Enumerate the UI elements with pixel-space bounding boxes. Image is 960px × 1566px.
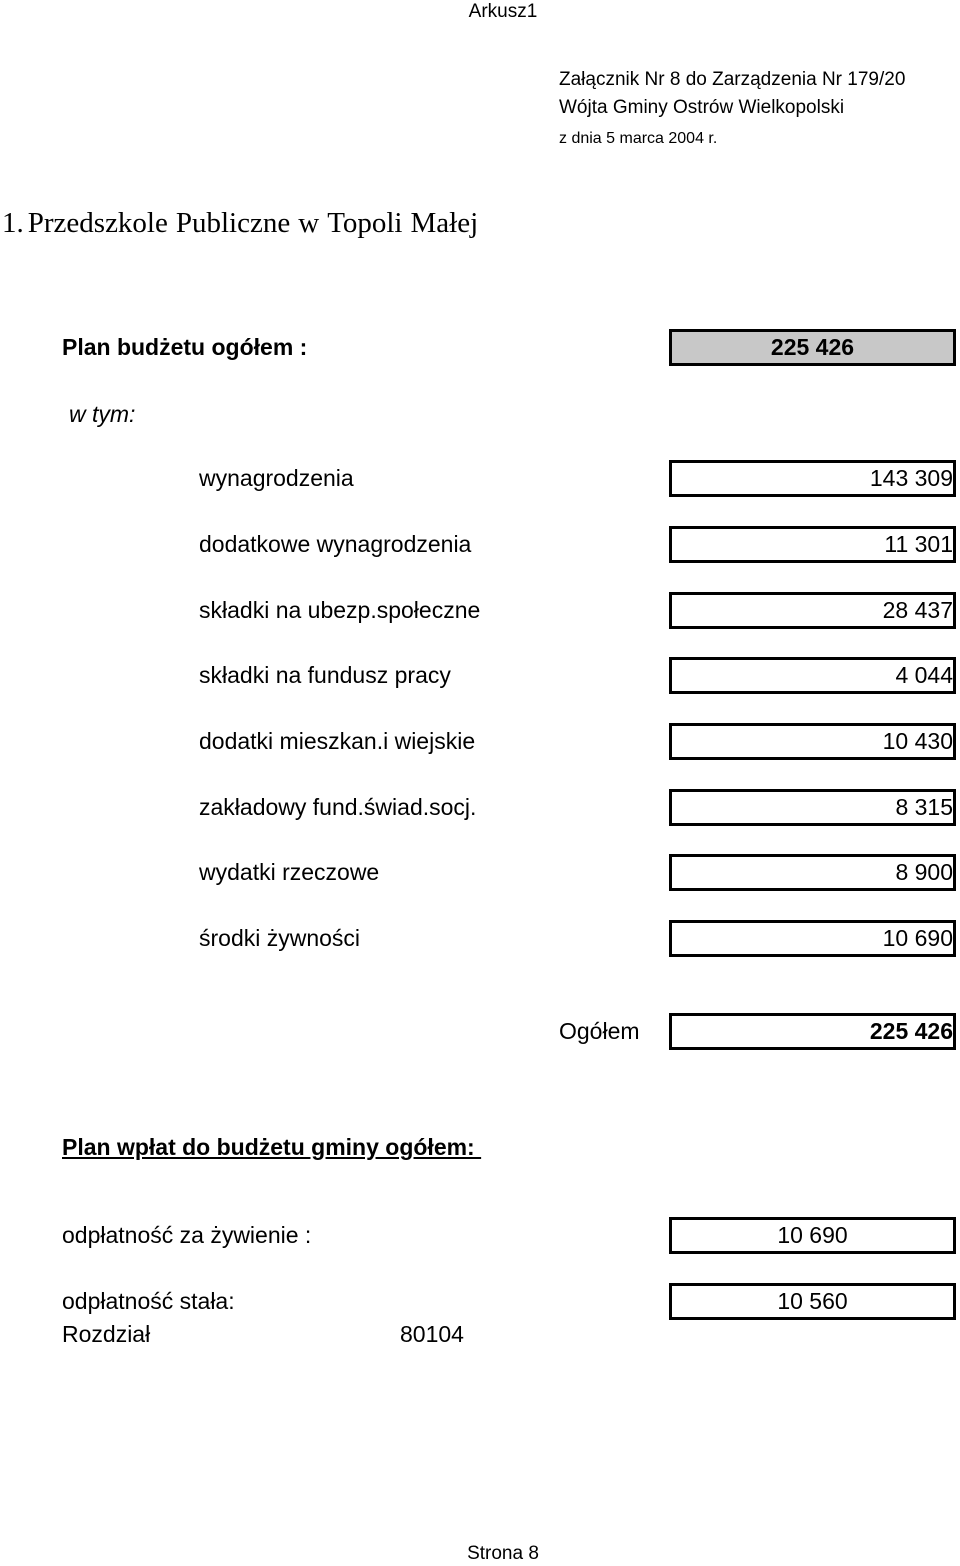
- title-word-1: Przedszkole: [27, 207, 168, 239]
- item-value: 8 315: [895, 794, 953, 820]
- item-value: 28 437: [882, 597, 953, 623]
- item-value-cell: [669, 460, 956, 497]
- total-value: 225 426: [869, 1018, 953, 1044]
- zywienie-label: odpłatność za żywienie :: [62, 1222, 312, 1248]
- title-word-4: Topoli: [327, 207, 403, 239]
- wplaty-heading: Plan wpłat do budżetu gminy ogółem:: [62, 1134, 482, 1160]
- title-word-5: Małej: [410, 207, 479, 239]
- item-value-cell: [669, 526, 956, 563]
- wtym-label: w tym:: [69, 401, 136, 427]
- plan-value-cell: [669, 329, 956, 366]
- page-title: [2, 205, 486, 241]
- annex-line-1: Załącznik Nr 8 do Zarządzenia Nr 179/20: [559, 69, 906, 90]
- zywienie-value: 10 690: [777, 1222, 848, 1248]
- title-number: 1.: [2, 207, 24, 239]
- total-label: Ogółem: [559, 1018, 640, 1044]
- total-value-cell: [669, 1013, 956, 1050]
- item-value-cell: [669, 723, 956, 760]
- rozdzial-value: 80104: [400, 1321, 464, 1347]
- item-value: 8 900: [895, 859, 953, 885]
- item-label: dodatkowe wynagrodzenia: [199, 531, 472, 557]
- stala-value-cell: [669, 1283, 956, 1320]
- sheet-name: Arkusz1: [468, 1, 538, 22]
- item-value: 4 044: [895, 662, 953, 688]
- item-label: składki na ubezp.społeczne: [199, 597, 481, 623]
- stala-value: 10 560: [777, 1288, 848, 1314]
- annex-line-2: Wójta Gminy Ostrów Wielkopolski: [559, 97, 845, 118]
- item-label: składki na fundusz pracy: [199, 662, 451, 688]
- item-value: 10 690: [882, 925, 953, 951]
- item-label: zakładowy fund.świad.socj.: [199, 794, 477, 820]
- item-label: wynagrodzenia: [199, 465, 354, 491]
- plan-value: 225 426: [770, 334, 855, 360]
- item-value-cell: [669, 920, 956, 957]
- title-word-2: Publiczne: [175, 207, 291, 239]
- stala-label: odpłatność stała:: [62, 1288, 235, 1314]
- item-label: wydatki rzeczowe: [199, 859, 380, 885]
- annex-line-3: z dnia 5 marca 2004 r.: [559, 130, 718, 147]
- item-value-cell: [669, 657, 956, 694]
- item-value-cell: [669, 854, 956, 891]
- item-value: 143 309: [869, 465, 953, 491]
- page-footer: Strona 8: [467, 1543, 539, 1564]
- title-word-3: w: [298, 207, 320, 239]
- rozdzial-label: Rozdział: [62, 1321, 151, 1347]
- zywienie-value-cell: [669, 1217, 956, 1254]
- item-value-cell: [669, 789, 956, 826]
- item-value: 11 301: [884, 531, 953, 557]
- plan-label: Plan budżetu ogółem :: [62, 334, 308, 360]
- item-label: środki żywności: [199, 925, 361, 951]
- item-value-cell: [669, 592, 956, 629]
- item-label: dodatki mieszkan.i wiejskie: [199, 728, 476, 754]
- item-value: 10 430: [882, 728, 953, 754]
